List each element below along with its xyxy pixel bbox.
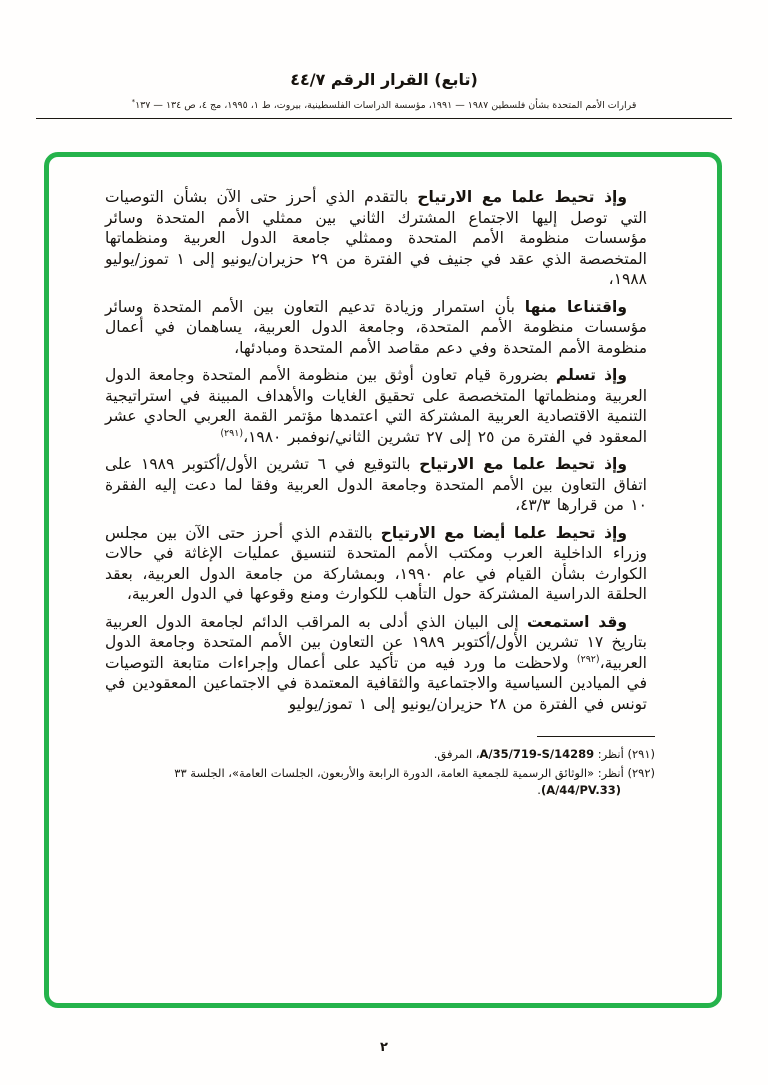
footnote-separator (537, 736, 655, 737)
footnotes-section (49, 736, 717, 799)
footnote-text-post: ، المرفق. (433, 747, 480, 761)
body-paragraph (105, 454, 647, 516)
footnote-ref: (٢٩١) (220, 427, 244, 439)
source-footnote-mark: * (131, 98, 136, 106)
resolution-title: (تابع) القرار الرقم ٤٤/٧ (290, 70, 478, 89)
footnote-marker: (٢٩٢) (627, 766, 655, 780)
footnote-text: أنظر: «الوثائق الرسمية للجمعية العامة، الدورة الرابعة والأربعون، الجلسات العامة»، الجلسة ٣٣ (174, 766, 624, 780)
footnote (105, 746, 655, 763)
source-citation-text: قرارات الأمم المتحدة بشأن فلسطين ١٩٨٧ — ١٩٩١، مؤسسة الدراسات الفلسطينية، بيروت، ط ١، ١٩٩٥، مج ٤، ص ١٣٤ — ١٣٧ (135, 100, 637, 112)
paragraph-text-cont: ولاحظت ما ورد فيه من تأكيد على أعمال وإجراءات متابعة التوصيات في الميادين السياسية والاجتماعية والثقافية المعتمدة في الاجتماعين المعقودين في تونس في الفترة من ٢٨ حزيران/يونيو إلى ١ تموز/يوليو (105, 653, 647, 713)
footnote-document-symbol: A/35/719-S/14289 (479, 747, 595, 761)
paragraph-lead: وإذ تسلم (555, 366, 627, 384)
paragraph-text: إلى البيان الذي أدلى به المراقب الدائم لجامعة الدول العربية بتاريخ ١٧ تشرين الأول/أكتوبر ١٩٨٩ عن التعاون بين الأمم المتحدة وجامعة الدول العربية، (105, 612, 647, 672)
body-paragraph (105, 612, 647, 715)
paragraph-lead: وإذ تحيط علما مع الارتياح (417, 188, 627, 206)
green-frame (44, 152, 722, 1008)
resolution-body (49, 157, 717, 714)
paragraph-text: بالتوقيع في ٦ تشرين الأول/أكتوبر ١٩٨٩ على اتفاق التعاون بين الأمم المتحدة وجامعة الدول العربية وفقا لما دعت إليه الفقرة ١٠ من قرارها ٤٣/٣، (105, 455, 647, 514)
footnote (105, 765, 655, 799)
footnote-text-post: . (537, 783, 541, 797)
paragraph-lead: واقتناعا منها (524, 297, 628, 316)
body-paragraph (105, 297, 647, 359)
paragraph-lead: وإذ تحيط علما مع الارتياح (419, 455, 627, 473)
paragraph-text: بأن استمرار وزيادة تدعيم التعاون بين الأمم المتحدة وسائر مؤسسات منظومة الأمم المتحدة، وجامعة الدول العربية، يساهمان في أعمال منظومة الأمم المتحدة وفي دعم مقاصد الأمم المتحدة ومبادئها، (105, 297, 647, 357)
body-paragraph (105, 365, 647, 447)
footnote-marker: (٢٩١) (627, 747, 655, 761)
footnote-document-symbol: (A/44/PV.33) (540, 783, 621, 797)
source-citation (34, 98, 734, 111)
header-rule (36, 118, 732, 119)
paragraph-text: بالتقدم الذي أحرز حتى الآن بين مجلس وزراء الداخلية العرب ومكتب الأمم المتحدة لتنسيق عمليات الإغاثة في حالات الكوارث بشأن القيام في عام ١٩٩٠، وبمشاركة من جامعة الدول العربية، بعقد الحلقة الدراسية المشتركة حول التأهب للكوارث ومنع وقوعها في الدول العربية، (105, 523, 648, 603)
page-number: ٢ (380, 1040, 388, 1055)
footnote-ref: (٢٩٢) (576, 653, 600, 665)
footnote-text: أنظر: (597, 747, 624, 761)
body-paragraph (105, 187, 647, 290)
paragraph-lead: وقد استمعت (527, 612, 627, 631)
body-paragraph (105, 523, 647, 605)
page-header (0, 0, 768, 119)
paragraph-lead: وإذ تحيط علما أيضا مع الارتياح (380, 523, 627, 542)
paragraph-text: بالتقدم الذي أحرز حتى الآن بشأن التوصيات التي توصل إليها الاجتماع المشترك الثاني بين ممثلي الأمم المتحدة وسائر مؤسسات منظومة الأمم المتحدة وممثلي جامعة الدول العربية ومنظماتها المتخصصة الذي عقد في جنيف في الفترة من ٢٩ حزيران/يونيو إلى ١ تموز/يوليو ١٩٨٨، (105, 188, 647, 288)
paragraph-text: بضرورة قيام تعاون أوثق بين منظومة الأمم المتحدة وجامعة الدول العربية ومنظماتها المتخصصة على تحقيق الغايات والأهداف المبينة في استراتيجية التنمية الاقتصادية العربية المشتركة التي اعتمدها مؤتمر القمة العربي الحادي عشر المعقود في الفترة من ٢٥ إلى ٢٧ تشرين الثاني/نوفمبر ١٩٨٠، (105, 366, 647, 446)
